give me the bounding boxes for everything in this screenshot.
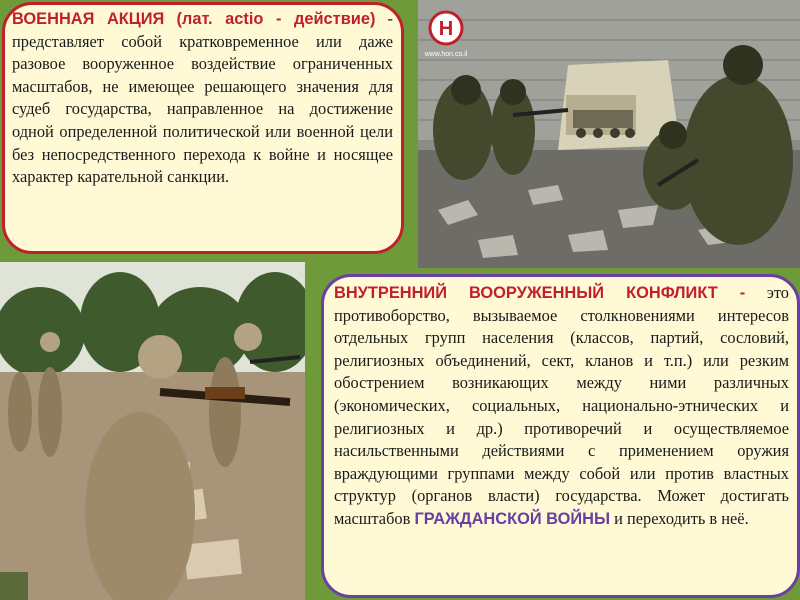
term-dash: -	[717, 284, 746, 302]
definition-tail: и переходить в неё.	[610, 508, 749, 528]
term-military-action: ВОЕННАЯ АКЦИЯ	[12, 10, 165, 28]
definition-card-military-action	[2, 2, 404, 254]
watermark-url: www.hon.co.il	[424, 51, 468, 58]
definition-text-internal-conflict: это противоборство, вызываемое столкновениями интересов отдельных групп населения (классов, партий, сословий, религиозных объединений, сект, кланов и т.п.) или резким обострением возникающих между ними различных (экономических, социальных, национально-этнических и религиозных и др.) противоречий и осуществляемое насильственными действиями с применением оружия враждующими группами между собой или против властных структур (органов власти) государства. Может достигать масштабов	[334, 283, 789, 528]
definition-card-internal-conflict	[321, 274, 800, 598]
etymology-note: (лат. actio - действие)	[176, 10, 376, 28]
photo-soldiers-shooting-range	[0, 262, 305, 600]
definition-text-military-action: - представляет собой кратковременное или даже разовое вооруженное воздействие ограниченных масштабов, не имеющее решающего значения для судеб государства, направленное на достижение одной определенной политической или военной цели без непосредственного перехода к войне и носящее характер карательной санкции.	[12, 9, 393, 187]
emphasis-civil-war: ГРАЖДАНСКОЙ ВОЙНЫ	[414, 509, 611, 528]
photo-soldiers-in-ruins	[418, 0, 800, 268]
term-internal-conflict: ВНУТРЕННИЙ ВООРУЖЕННЫЙ КОНФЛИКТ	[334, 284, 718, 302]
watermark-logo-letter: H	[438, 18, 454, 40]
